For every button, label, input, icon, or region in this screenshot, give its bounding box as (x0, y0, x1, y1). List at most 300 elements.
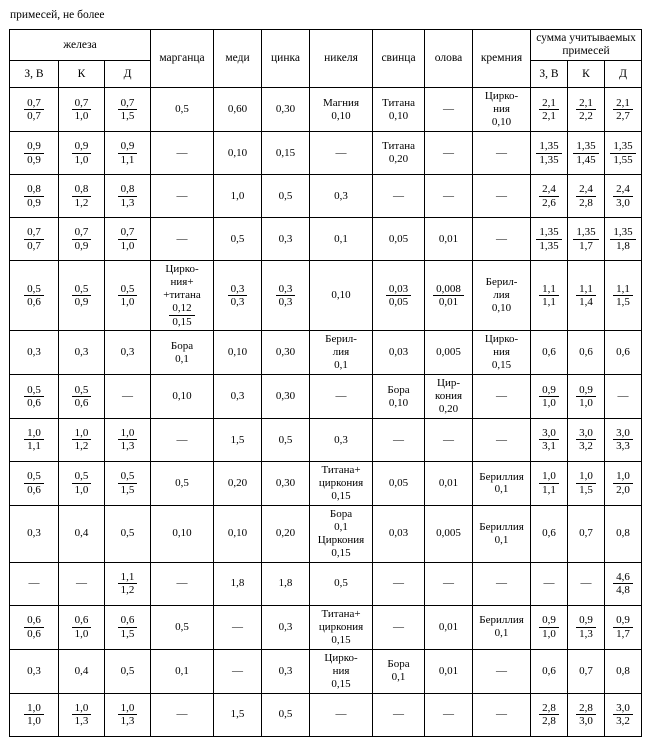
cell-text: циркония (318, 620, 364, 633)
cell-text: — (443, 577, 455, 590)
table-cell (373, 505, 425, 562)
table-cell (473, 605, 531, 649)
table-cell (262, 375, 310, 419)
cell-text: — (443, 146, 455, 159)
fraction-value (539, 97, 559, 123)
table-cell (531, 419, 568, 462)
table-cell (105, 218, 151, 261)
table-cell (531, 505, 568, 562)
fraction-numerator: 0,7 (24, 97, 44, 110)
table-cell (531, 132, 568, 175)
table-head-group-row (10, 30, 642, 61)
fraction-value (72, 470, 92, 496)
fraction-value (576, 183, 596, 209)
table-cell (568, 261, 605, 331)
table-row (10, 649, 642, 693)
table-row (10, 218, 642, 261)
fraction-denominator: 3,1 (542, 440, 556, 453)
table-cell (473, 218, 531, 261)
table-row (10, 375, 642, 419)
fraction-numerator: 2,8 (539, 702, 559, 715)
fraction-denominator: 1,0 (74, 627, 89, 640)
table-cell (105, 693, 151, 736)
table-cell (568, 505, 605, 562)
table-cell (214, 462, 262, 506)
table-cell (373, 693, 425, 736)
table-cell (105, 175, 151, 218)
fraction-value (573, 140, 598, 166)
fraction-value (539, 470, 559, 496)
fraction-numerator: 4,6 (613, 571, 633, 584)
cell-text: 0,3 (230, 390, 245, 403)
fraction-numerator: 0,5 (24, 384, 44, 397)
cell-text: 0,5 (230, 232, 245, 245)
fraction-denominator: 1,8 (616, 239, 630, 252)
fraction-numerator: 2,4 (613, 183, 633, 196)
fraction-value (536, 140, 561, 166)
cell-text: 0,05 (388, 476, 409, 489)
fraction-value (72, 183, 92, 209)
table-cell (59, 175, 105, 218)
cell-text: 0,30 (275, 476, 296, 489)
cell-text: Бора (170, 339, 194, 352)
cell-text: 0,15 (491, 359, 512, 372)
table-row (10, 693, 642, 736)
table-cell (373, 649, 425, 693)
fraction-denominator: 2,1 (542, 110, 556, 123)
fraction-numerator: 0,9 (24, 140, 44, 153)
table-cell (373, 331, 425, 375)
cell-text: 0,10 (172, 390, 192, 403)
fraction-value (576, 427, 596, 453)
fraction-value (24, 97, 44, 123)
fraction-value (613, 427, 633, 453)
table-cell (531, 88, 568, 132)
fraction-value (118, 183, 138, 209)
cell-text: Цирко- (165, 263, 199, 276)
fraction-denominator: 1,0 (74, 110, 89, 123)
cell-text: — (393, 433, 405, 446)
fraction-value (24, 470, 44, 496)
impurities-table (9, 29, 642, 737)
cell-text: 0,1 (391, 671, 406, 684)
cell-text: 0,5 (334, 577, 348, 590)
cell-text: 0,7 (579, 664, 593, 677)
table-cell (373, 562, 425, 605)
fraction-denominator: 1,35 (539, 153, 559, 166)
header-col-iron-zv: З, В (10, 61, 59, 88)
header-group-sum: сумма учитываемых примесей (531, 30, 642, 61)
fraction-numerator: 1,35 (536, 140, 561, 153)
fraction-value (118, 427, 138, 453)
cell-text: 0,6 (579, 346, 593, 359)
table-head (10, 30, 642, 88)
fraction-denominator: 2,8 (542, 714, 556, 727)
cell-text: Титана+ (321, 607, 361, 620)
table-cell (105, 261, 151, 331)
table-cell (473, 649, 531, 693)
fraction-denominator: 1,3 (120, 196, 135, 209)
cell-text: 0,3 (278, 232, 293, 245)
fraction-numerator: 1,0 (576, 470, 596, 483)
table-cell (262, 462, 310, 506)
table-cell (105, 132, 151, 175)
fraction-value (72, 140, 92, 166)
fraction-denominator: 0,7 (27, 239, 41, 252)
cell-text: 0,5 (120, 527, 135, 540)
table-cell (605, 218, 642, 261)
cell-text: — (176, 232, 188, 245)
table-cell (425, 175, 473, 218)
cell-text: 0,6 (616, 346, 630, 359)
table-cell (568, 462, 605, 506)
fraction-numerator: 1,35 (536, 226, 561, 239)
fraction-value (576, 384, 596, 410)
fraction-denominator: 0,6 (74, 396, 89, 409)
cell-text: — (443, 189, 455, 202)
fraction-numerator: 1,1 (576, 283, 596, 296)
cell-text: 0,8 (616, 664, 630, 677)
fraction-value (576, 470, 596, 496)
fraction-numerator: 2,1 (613, 97, 633, 110)
cell-text: 0,6 (542, 346, 556, 359)
table-cell (373, 261, 425, 331)
table-cell (105, 88, 151, 132)
table-cell (531, 462, 568, 506)
fraction-numerator: 1,0 (24, 427, 44, 440)
fraction-numerator: 0,5 (24, 470, 44, 483)
fraction-numerator: 1,35 (610, 140, 635, 153)
cell-text: 0,5 (175, 620, 189, 633)
table-cell (310, 462, 373, 506)
table-cell (310, 505, 373, 562)
fraction-denominator: 1,4 (579, 296, 593, 309)
cell-text: Бериллия (479, 470, 524, 483)
cell-text: 0,60 (227, 103, 248, 116)
table-cell (214, 505, 262, 562)
table-cell (373, 375, 425, 419)
cell-text: лия (332, 346, 350, 359)
table-cell (425, 218, 473, 261)
fraction-denominator: 1,5 (120, 627, 135, 640)
cell-text: — (496, 232, 508, 245)
table-row (10, 175, 642, 218)
cell-text: 0,5 (278, 708, 293, 721)
table-row (10, 331, 642, 375)
cell-text: 0,1 (494, 627, 509, 640)
fraction-denominator: 3,2 (579, 440, 593, 453)
fraction-value (433, 283, 464, 309)
cell-text: — (393, 577, 405, 590)
cell-text: 0,5 (120, 664, 135, 677)
cell-text: 0,1 (494, 533, 509, 546)
table-cell (214, 605, 262, 649)
header-col-sum-zv: З, В (531, 61, 568, 88)
cell-text: 0,01 (438, 232, 459, 245)
table-cell (10, 331, 59, 375)
cell-text: — (496, 390, 508, 403)
cell-text: 0,10 (491, 116, 512, 129)
cell-text: 0,8 (616, 527, 630, 540)
cell-text: 0,3 (334, 189, 348, 202)
fraction-denominator: 1,5 (616, 296, 630, 309)
fraction-value (24, 702, 44, 728)
table-cell (214, 88, 262, 132)
fraction-denominator: 1,0 (74, 153, 89, 166)
fraction-value (24, 140, 44, 166)
cell-text: 0,10 (227, 527, 248, 540)
table-cell (310, 261, 373, 331)
cell-text: 0,3 (74, 346, 89, 359)
table-cell (262, 175, 310, 218)
fraction-numerator: 1,35 (573, 226, 598, 239)
cell-text: 1,5 (230, 433, 245, 446)
table-cell (214, 175, 262, 218)
table-cell (151, 649, 214, 693)
fraction-denominator: 0,3 (278, 296, 293, 309)
table-cell (262, 261, 310, 331)
table-cell (10, 462, 59, 506)
cell-text: 0,6 (542, 527, 556, 540)
fraction-value (24, 283, 44, 309)
table-cell (214, 562, 262, 605)
fraction-numerator: 1,35 (573, 140, 598, 153)
fraction-numerator: 1,1 (539, 283, 559, 296)
fraction-numerator: 0,9 (613, 614, 633, 627)
fraction-denominator: 1,35 (539, 239, 559, 252)
fraction-value (610, 140, 635, 166)
cell-text: 0,3 (27, 527, 41, 540)
table-cell (105, 419, 151, 462)
cell-text: 0,005 (436, 346, 461, 359)
cell-text: — (176, 146, 188, 159)
cell-text: 0,3 (27, 664, 41, 677)
fraction-denominator: 3,0 (616, 196, 630, 209)
table-cell (310, 562, 373, 605)
fraction-value (613, 97, 633, 123)
fraction-numerator: 0,9 (539, 384, 559, 397)
fraction-numerator: 2,1 (576, 97, 596, 110)
table-cell (262, 419, 310, 462)
cell-text: 0,1 (175, 352, 189, 365)
fraction-numerator: 0,5 (72, 283, 92, 296)
cell-text: 0,20 (275, 527, 296, 540)
table-cell (262, 331, 310, 375)
cell-text: — (393, 708, 405, 721)
table-cell (151, 693, 214, 736)
fraction-denominator: 1,3 (579, 627, 593, 640)
table-cell (59, 331, 105, 375)
table-cell (425, 419, 473, 462)
table-cell (105, 462, 151, 506)
fraction-denominator: 0,9 (74, 239, 89, 252)
table-cell (10, 88, 59, 132)
header-col-nickel: никеля (310, 30, 373, 88)
fraction-denominator: 1,1 (542, 483, 556, 496)
cell-text: 1,8 (230, 577, 245, 590)
header-col-manganese: марганца (151, 30, 214, 88)
table-cell (373, 132, 425, 175)
fraction-value (118, 97, 138, 123)
cell-text: — (496, 146, 508, 159)
cell-text: 1,5 (230, 708, 245, 721)
fraction-numerator: 0,5 (118, 283, 138, 296)
table-cell (59, 218, 105, 261)
cell-text: 0,01 (438, 620, 459, 633)
cell-text: — (496, 664, 508, 677)
table-cell (310, 649, 373, 693)
fraction-value (539, 702, 559, 728)
fraction-denominator: 3,2 (616, 714, 630, 727)
cell-text: — (496, 433, 508, 446)
table-cell (59, 649, 105, 693)
cell-text: 0,10 (331, 289, 351, 302)
cell-text: 1,8 (278, 577, 293, 590)
cell-text: Бора (329, 507, 353, 520)
table-cell (151, 132, 214, 175)
table-cell (59, 261, 105, 331)
table-cell (425, 505, 473, 562)
fraction-denominator: 2,2 (579, 110, 593, 123)
fraction-value (613, 702, 633, 728)
fraction-value (118, 571, 138, 597)
cell-text: — (393, 189, 405, 202)
cell-text: 0,3 (334, 433, 348, 446)
table-cell (568, 175, 605, 218)
fraction-value (573, 226, 598, 252)
fraction-value (72, 283, 92, 309)
cell-text: 0,10 (388, 396, 409, 409)
fraction-numerator: 0,5 (72, 470, 92, 483)
table-cell (151, 218, 214, 261)
table-cell (373, 419, 425, 462)
fraction-numerator: 0,5 (72, 384, 92, 397)
cell-text: 0,03 (388, 527, 409, 540)
header-group-iron: железа (10, 30, 151, 61)
fraction-value (72, 702, 92, 728)
fraction-numerator: 0,008 (433, 283, 464, 296)
cell-text: — (496, 577, 508, 590)
table-cell (10, 693, 59, 736)
cell-text: Бора (387, 658, 410, 671)
table-cell (605, 88, 642, 132)
fraction-value (576, 614, 596, 640)
table-cell (531, 218, 568, 261)
table-cell (425, 693, 473, 736)
fraction-value (24, 384, 44, 410)
table-cell (425, 605, 473, 649)
table-cell (59, 419, 105, 462)
table-cell (425, 331, 473, 375)
fraction-value (613, 470, 633, 496)
cell-text: — (176, 433, 188, 446)
fraction-numerator: 0,9 (576, 614, 596, 627)
cell-text: Титана+ (321, 464, 361, 477)
fraction-numerator: 0,6 (24, 614, 44, 627)
cell-text: 0,1 (175, 664, 189, 677)
table-cell (10, 649, 59, 693)
table-cell (531, 605, 568, 649)
cell-text: 0,01 (438, 476, 459, 489)
table-cell (310, 605, 373, 649)
cell-text: 0,5 (175, 103, 189, 116)
cell-text: — (122, 390, 133, 403)
table-cell (262, 562, 310, 605)
fraction-value (169, 302, 194, 328)
fraction-denominator: 0,9 (27, 196, 41, 209)
table-cell (531, 375, 568, 419)
header-col-lead: свинца (373, 30, 425, 88)
table-cell (151, 375, 214, 419)
fraction-denominator: 1,7 (616, 627, 630, 640)
table-row (10, 132, 642, 175)
table-cell (568, 375, 605, 419)
table-row (10, 562, 642, 605)
table-cell (151, 505, 214, 562)
fraction-numerator: 3,0 (539, 427, 559, 440)
fraction-value (118, 614, 138, 640)
table-cell (105, 605, 151, 649)
table-cell (568, 218, 605, 261)
table-cell (473, 419, 531, 462)
cell-text: ния (332, 664, 350, 677)
cell-text: Бора (387, 383, 410, 396)
table-cell (10, 375, 59, 419)
fraction-value (118, 470, 138, 496)
cell-text: 0,4 (74, 664, 89, 677)
fraction-value (72, 97, 92, 123)
fraction-denominator: 1,5 (120, 110, 135, 123)
fraction-value (539, 384, 559, 410)
table-row (10, 462, 642, 506)
fraction-denominator: 2,7 (616, 110, 630, 123)
fraction-numerator: 1,0 (72, 427, 92, 440)
fraction-value (613, 571, 633, 597)
cell-text: ния (493, 346, 510, 359)
fraction-denominator: 1,5 (120, 483, 135, 496)
fraction-numerator: 2,1 (539, 97, 559, 110)
table-cell (373, 462, 425, 506)
table-cell (214, 693, 262, 736)
cell-text: Титана (382, 96, 415, 109)
fraction-value (613, 283, 633, 309)
cell-text: 0,10 (172, 527, 192, 540)
table-cell (605, 649, 642, 693)
cell-text: 0,10 (227, 346, 248, 359)
table-cell (310, 218, 373, 261)
cell-text: Бериллия (479, 614, 524, 627)
table-cell (214, 218, 262, 261)
cell-text: 0,3 (278, 664, 293, 677)
fraction-value (576, 283, 596, 309)
cell-text: 0,20 (438, 403, 459, 416)
table-cell (262, 218, 310, 261)
fraction-denominator: 3,3 (616, 440, 630, 453)
fraction-denominator: 1,3 (74, 714, 89, 727)
cell-text: лия (493, 289, 510, 302)
table-cell (10, 562, 59, 605)
table-cell (473, 375, 531, 419)
cell-text: — (76, 577, 87, 590)
table-cell (310, 175, 373, 218)
fraction-value (24, 226, 44, 252)
cell-text: — (335, 146, 347, 159)
table-cell (59, 132, 105, 175)
cell-text: Цир- (437, 377, 461, 390)
fraction-denominator: 1,0 (542, 396, 556, 409)
fraction-numerator: 3,0 (613, 427, 633, 440)
table-cell (531, 175, 568, 218)
